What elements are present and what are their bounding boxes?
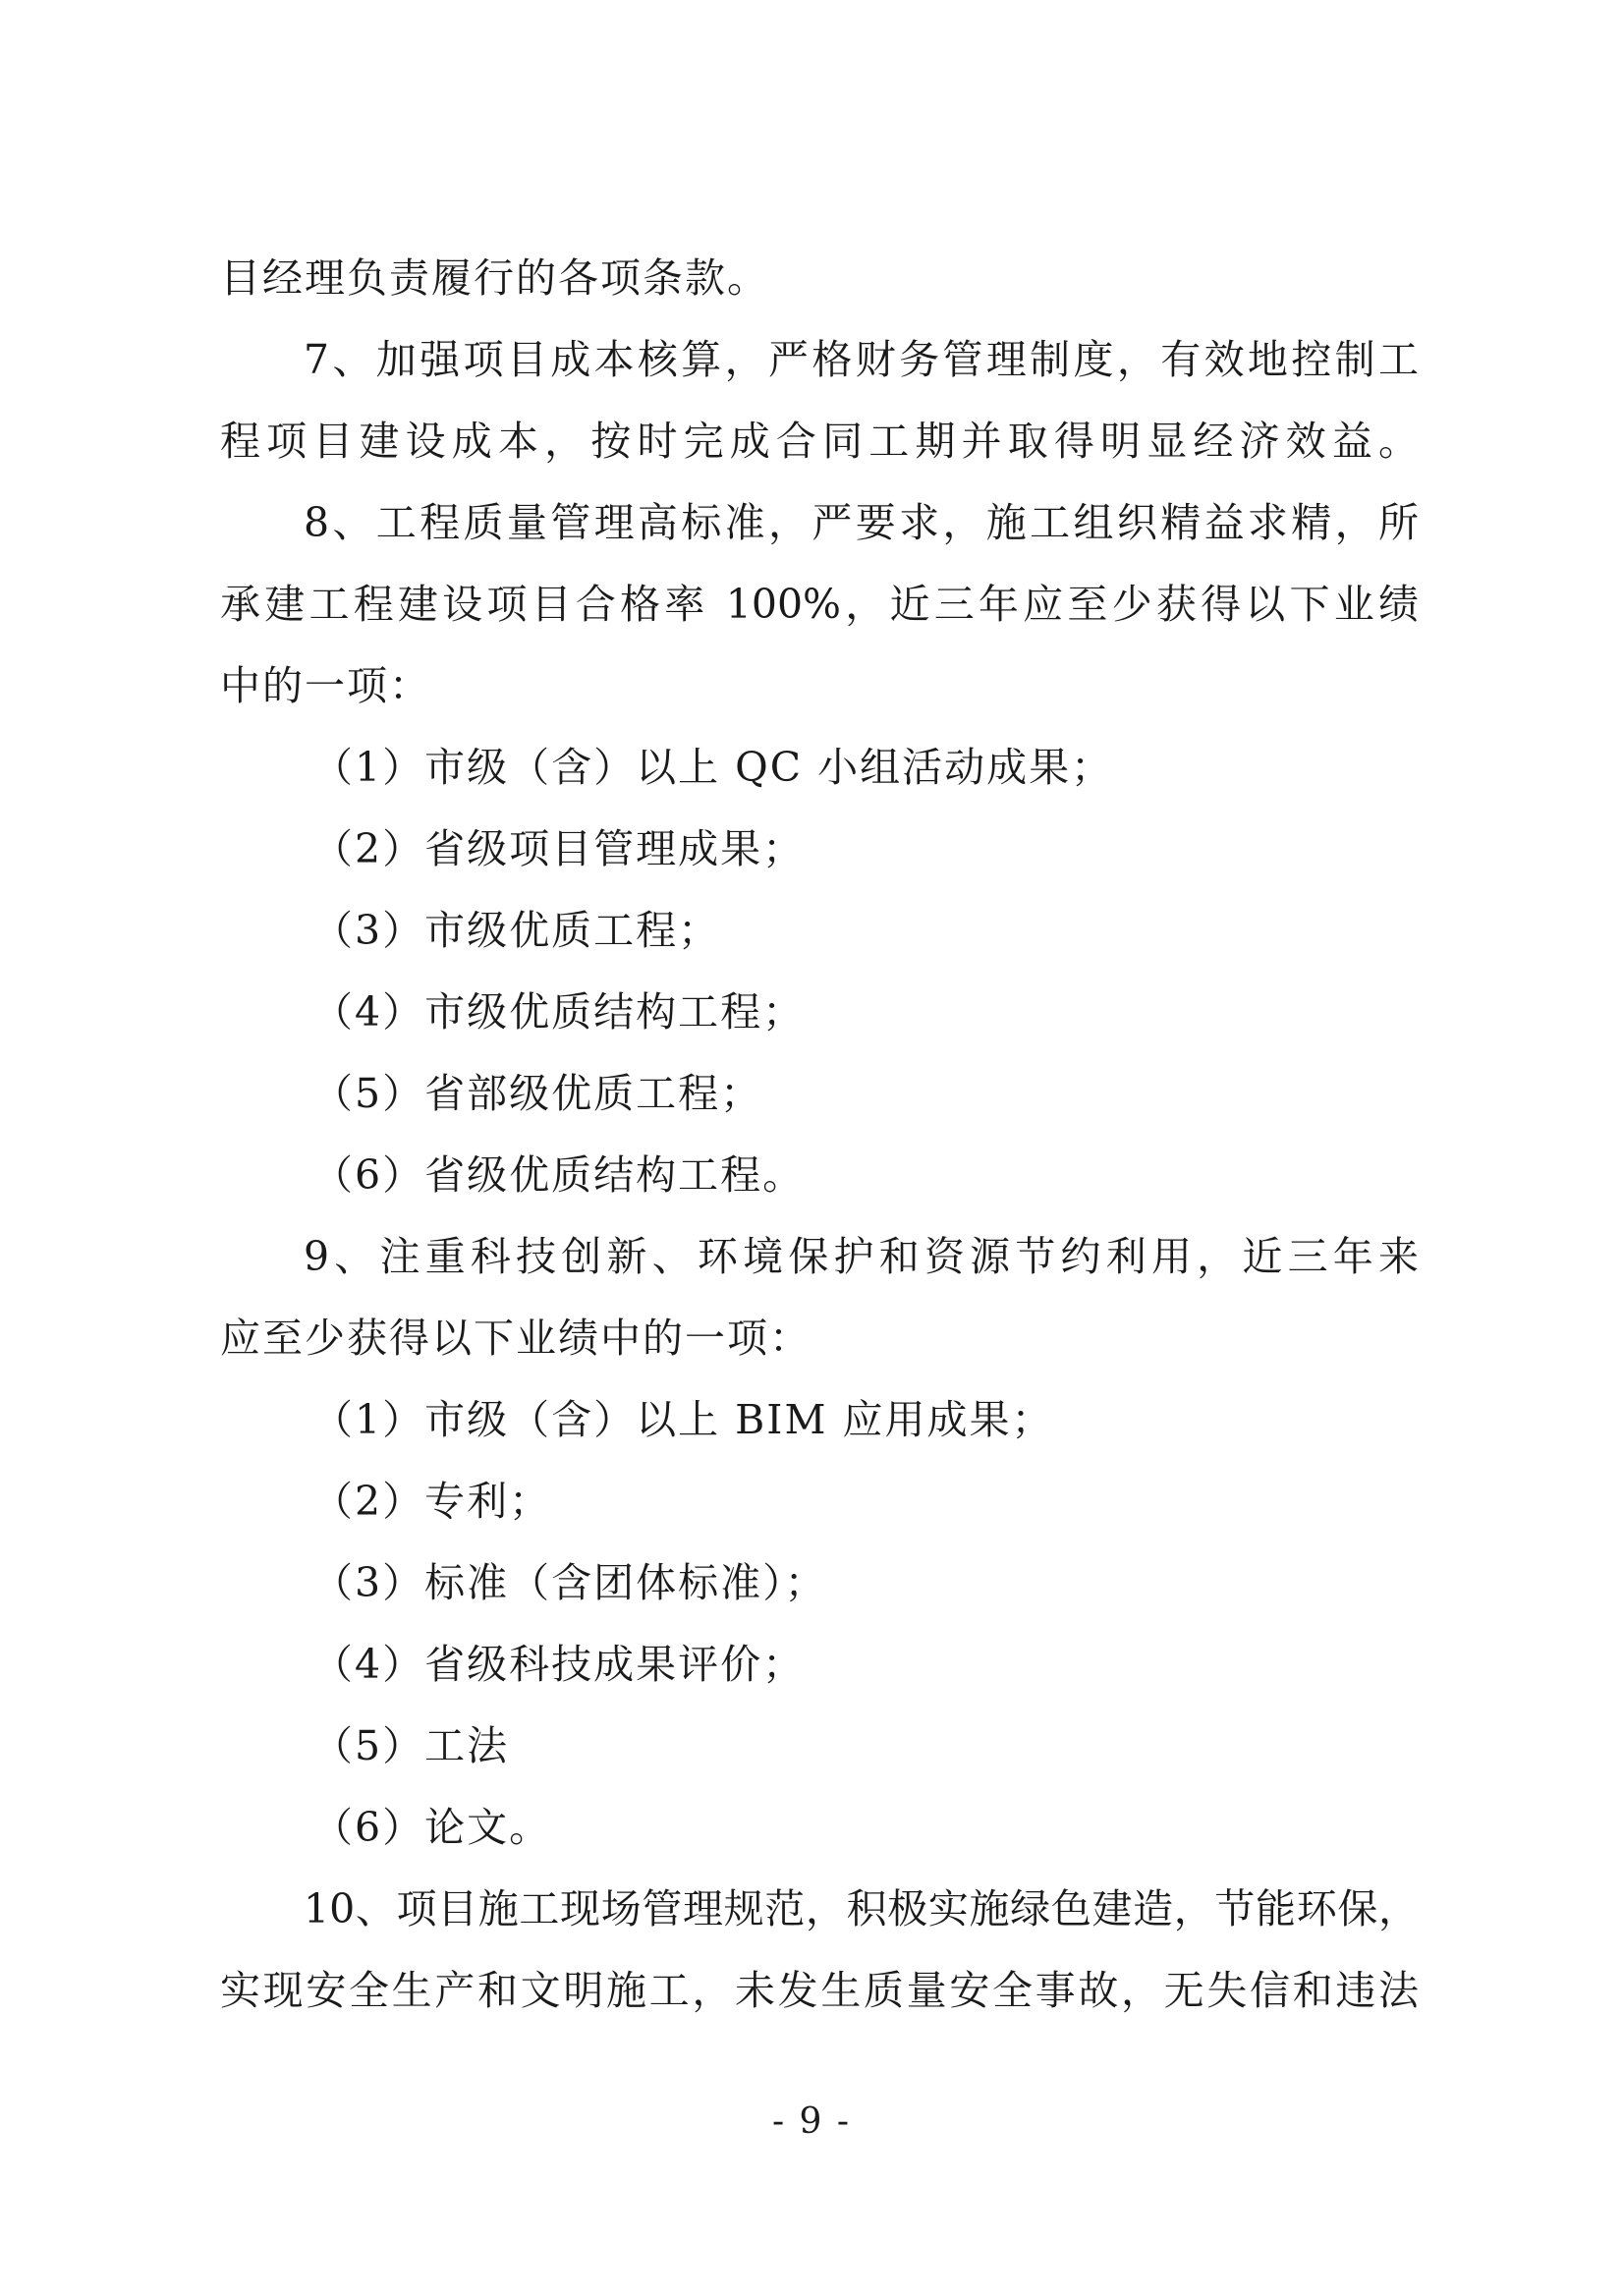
clause-8-item-2: （2）省级项目管理成果；: [312, 825, 806, 872]
clause-8-item-4: （4）市级优质结构工程；: [312, 988, 806, 1036]
clause-9-item-2: （2）专利；: [312, 1478, 552, 1525]
clause-10-line-2: 实现安全生产和文明施工，未发生质量安全事故，无失信和违法: [220, 1967, 1419, 2014]
clause-7-line-2: 程项目建设成本，按时完成合同工期并取得明显经济效益。: [220, 418, 1419, 465]
clause-9-item-3: （3）标准（含团体标准）；: [312, 1559, 827, 1606]
clause-9-line-1: 9、注重科技创新、环境保护和资源节约利用，近三年来: [304, 1233, 1419, 1280]
clause-8-item-5: （5）省部级优质工程；: [312, 1070, 763, 1117]
clause-8-item-6: （6）省级优质结构工程。: [312, 1151, 806, 1199]
clause-8-line-2: 承建工程建设项目合格率 100%，近三年应至少获得以下业绩: [220, 581, 1419, 628]
clause-9-item-4: （4）省级科技成果评价；: [312, 1641, 806, 1688]
clause-9-item-1: （1）市级（含）以上 BIM 应用成果；: [312, 1396, 1054, 1443]
clause-8-item-3: （3）市级优质工程；: [312, 907, 721, 954]
clause-7-line-1: 7、加强项目成本核算，严格财务管理制度，有效地控制工: [304, 336, 1419, 383]
clause-8-line-1: 8、工程质量管理高标准，严要求，施工组织精益求精，所: [304, 499, 1419, 546]
clause-9-item-6: （6）论文。: [312, 1804, 552, 1851]
clause-9-item-5: （5）工法: [312, 1722, 510, 1769]
clause-8-item-1: （1）市级（含）以上 QC 小组活动成果；: [312, 744, 1114, 791]
paragraph-continuation-line: 目经理负责履行的各项条款。: [220, 254, 769, 302]
page-number: - 9 -: [771, 2101, 852, 2142]
clause-9-line-2: 应至少获得以下业绩中的一项：: [220, 1315, 812, 1362]
clause-10-line-1: 10、项目施工现场管理规范，积极实施绿色建造，节能环保，: [304, 1885, 1419, 1932]
clause-8-line-3: 中的一项：: [220, 662, 431, 709]
